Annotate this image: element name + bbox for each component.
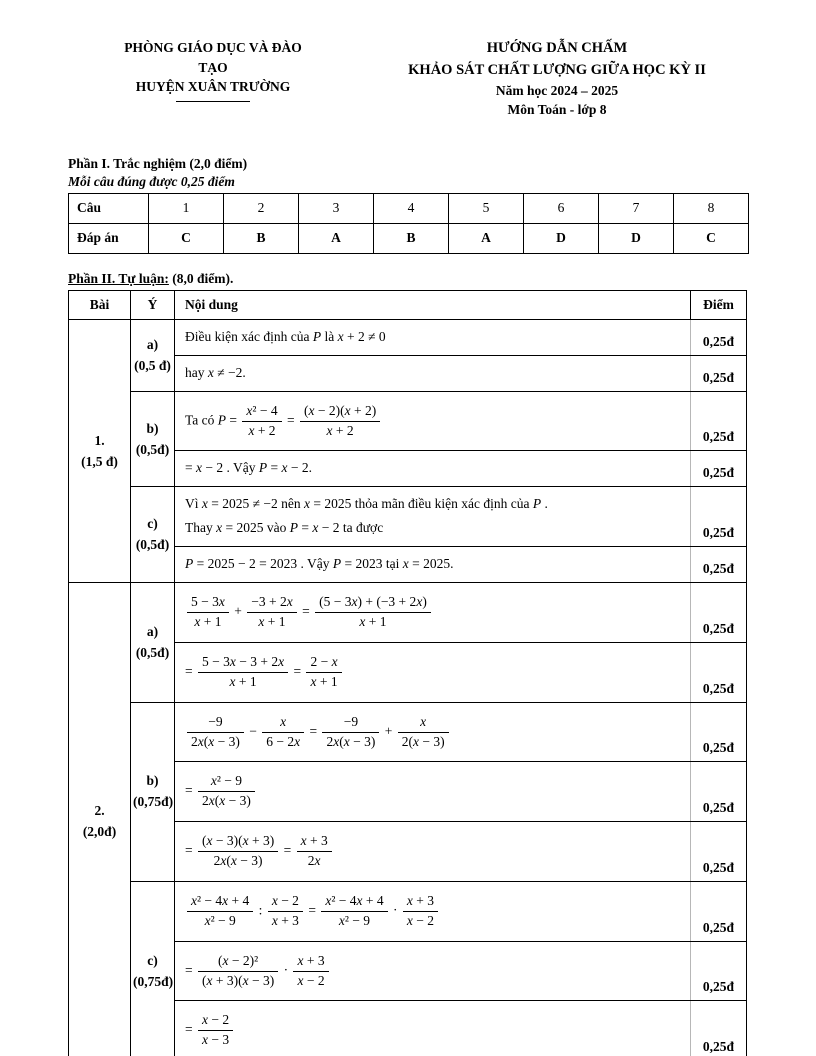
fraction-denominator: x − 2 <box>406 912 434 928</box>
fraction <box>242 403 281 440</box>
math-run: + <box>381 723 396 739</box>
fraction <box>268 893 303 930</box>
question-number: 4 <box>374 193 449 223</box>
part-points: (0,75đ) <box>133 973 174 989</box>
math-run: x = 2025 ≠ −2 <box>201 496 278 512</box>
part-label-cell <box>131 319 175 391</box>
fraction-numerator: 5 − 3x <box>187 594 229 613</box>
solution-content-cell <box>175 702 691 762</box>
fraction <box>315 594 431 631</box>
fraction <box>198 1012 233 1049</box>
math-run: P = x − 2 <box>258 460 309 476</box>
solution-content-cell <box>175 762 691 822</box>
text-run: . Vậy <box>223 460 259 476</box>
problem-number-cell <box>69 583 131 1056</box>
text-run: Điều kiện xác định của <box>185 328 313 344</box>
math-run: = <box>304 902 320 918</box>
math-run: = x − 2 <box>185 460 224 476</box>
points-cell: 0,25đ <box>691 1001 747 1056</box>
fraction <box>293 953 328 990</box>
math-run: = <box>185 663 196 679</box>
essay-row <box>69 702 747 762</box>
fraction-denominator: x + 3 <box>271 912 299 928</box>
math-run: x = 2025 <box>402 556 451 572</box>
fraction-denominator: 2x(x − 3) <box>202 793 251 809</box>
question-number: 8 <box>674 193 749 223</box>
problem-points: (1,5 đ) <box>81 453 118 469</box>
part2-title-underlined: Phần II. Tự luận: <box>68 270 169 286</box>
question-number: 6 <box>524 193 599 223</box>
essay-row <box>69 391 747 451</box>
essay-header-0: Bài <box>69 290 131 319</box>
question-number: 2 <box>224 193 299 223</box>
answer-letter: C <box>674 223 749 253</box>
math-run: = <box>290 663 305 679</box>
content-line <box>185 518 680 539</box>
essay-row <box>69 881 747 941</box>
solution-content-cell <box>175 487 691 547</box>
fraction <box>198 654 288 691</box>
part-points: (0,75đ) <box>133 794 174 810</box>
fraction <box>322 714 379 751</box>
multiple-choice-answer-table <box>68 193 749 254</box>
document-title-block <box>366 38 748 120</box>
content-line <box>185 769 680 814</box>
points-cell: 0,25đ <box>691 487 747 547</box>
content-line <box>185 829 680 874</box>
fraction-numerator: x² − 9 <box>198 773 255 792</box>
solution-content-cell <box>175 391 691 451</box>
fraction-numerator: x + 3 <box>293 953 328 972</box>
math-run: = <box>185 962 196 978</box>
part-label-cell <box>131 583 175 703</box>
points-cell: 0,25đ <box>691 762 747 822</box>
fraction <box>398 714 449 751</box>
text-run: . <box>308 460 312 476</box>
fraction-numerator: 2 − x <box>306 654 341 673</box>
fraction-numerator: (x − 2)(x + 2) <box>300 403 380 422</box>
content-line <box>185 650 680 695</box>
text-run: . <box>541 496 548 512</box>
points-cell: 0,25đ <box>691 355 747 391</box>
part-label: a) <box>146 623 159 639</box>
content-line <box>185 710 680 755</box>
fraction-numerator: x² − 4 <box>242 403 281 422</box>
fraction-numerator: x + 3 <box>297 833 332 852</box>
content-line <box>185 1008 680 1053</box>
solution-content-cell <box>175 642 691 702</box>
answer-row-label: Đáp án <box>69 223 149 253</box>
fraction-numerator: −9 <box>322 714 379 733</box>
fraction <box>187 714 244 751</box>
fraction-denominator: 6 − 2x <box>266 733 301 749</box>
part1-subtitle: Mỗi câu đúng được 0,25 điểm <box>68 173 235 189</box>
math-run: P <box>532 496 542 512</box>
part1-title: Phần I. Trắc nghiệm (2,0 điểm) <box>68 155 248 171</box>
fraction-denominator: x + 2 <box>326 422 354 438</box>
problem-number-cell <box>69 319 131 582</box>
part-points: (0,5đ) <box>135 537 170 553</box>
points-cell: 0,25đ <box>691 583 747 643</box>
fraction <box>403 893 438 930</box>
text-run: . <box>450 556 454 572</box>
fraction-denominator: 2x <box>307 853 321 869</box>
math-run: : <box>255 902 266 918</box>
solution-content-cell <box>175 319 691 355</box>
text-run: Vì <box>185 496 202 512</box>
answer-letter: D <box>599 223 674 253</box>
fraction-denominator: (x + 3)(x − 3) <box>202 972 275 988</box>
fraction-numerator: x − 2 <box>268 893 303 912</box>
school-year: Năm học 2024 – 2025 <box>495 82 619 98</box>
math-run: · <box>280 962 292 978</box>
math-run: x ≠ −2 <box>207 364 243 380</box>
department-line-3: HUYỆN XUÂN TRƯỜNG <box>135 79 291 95</box>
math-run: = <box>280 842 295 858</box>
text-run: là <box>321 328 338 344</box>
problem-number: 1. <box>94 432 105 448</box>
fraction-numerator: (x − 3)(x + 3) <box>198 833 278 852</box>
fraction-numerator: −9 <box>187 714 244 733</box>
problem-number: 2. <box>94 803 105 819</box>
essay-row <box>69 487 747 547</box>
fraction-numerator: x² − 4x + 4 <box>321 893 387 912</box>
fraction <box>300 403 380 440</box>
fraction-denominator: x² − 9 <box>338 912 371 928</box>
department-line-2: TẠO <box>198 59 228 75</box>
part-label-cell <box>131 487 175 583</box>
points-cell: 0,25đ <box>691 941 747 1001</box>
content-line <box>185 327 680 348</box>
part-points: (0,5đ) <box>135 644 170 660</box>
part2-title-rest: (8,0 điểm). <box>168 270 234 286</box>
part2-title <box>68 271 748 287</box>
essay-header-1: Ý <box>131 290 175 319</box>
math-run: P = x − 2 <box>289 520 340 536</box>
solution-content-cell <box>175 583 691 643</box>
answer-letter: A <box>449 223 524 253</box>
question-row-label: Câu <box>69 193 149 223</box>
fraction <box>262 714 304 751</box>
solution-content-cell <box>175 881 691 941</box>
math-run: = <box>298 603 314 619</box>
math-run: x + 2 ≠ 0 <box>337 328 386 344</box>
math-run: + <box>230 603 246 619</box>
math-run: = <box>185 842 196 858</box>
fraction-numerator: −3 + 2x <box>247 594 296 613</box>
content-line <box>185 494 680 515</box>
part-label-cell <box>131 881 175 1056</box>
content-line <box>185 399 680 444</box>
math-run: x = 2025 <box>216 520 264 536</box>
math-run: P = 2025 − 2 = 2023 <box>185 556 298 572</box>
question-number: 7 <box>599 193 674 223</box>
fraction-denominator: 2(x − 3) <box>401 733 445 749</box>
solution-content-cell <box>175 1001 691 1056</box>
exam-name: KHẢO SÁT CHẤT LƯỢNG GIỮA HỌC KỲ II <box>408 61 706 78</box>
fraction-denominator: x + 1 <box>229 673 257 689</box>
fraction <box>187 594 229 631</box>
fraction-denominator: 2x(x − 3) <box>191 733 240 749</box>
fraction <box>198 773 255 810</box>
essay-header-row <box>69 290 747 319</box>
essay-answer-table <box>68 290 747 1056</box>
fraction <box>247 594 296 631</box>
part-label: a) <box>146 336 159 352</box>
part-label-cell <box>131 702 175 881</box>
problem-points: (2,0đ) <box>82 824 117 840</box>
fraction <box>198 833 278 870</box>
answer-row <box>69 223 749 253</box>
content-line <box>185 554 680 575</box>
math-run: = <box>306 723 321 739</box>
text-run: . <box>242 364 246 380</box>
fraction-denominator: x² − 9 <box>204 912 236 928</box>
question-number: 5 <box>449 193 524 223</box>
fraction-numerator: x <box>262 714 304 733</box>
solution-content-cell <box>175 822 691 882</box>
answer-letter: A <box>299 223 374 253</box>
part-points: (0,5 đ) <box>134 357 171 373</box>
part-label: b) <box>146 420 159 436</box>
text-run: Ta có <box>185 412 218 428</box>
math-run: P = <box>217 412 241 428</box>
fraction-numerator: x <box>398 714 449 733</box>
fraction-numerator: (x − 2)² <box>198 953 278 972</box>
essay-row <box>69 319 747 355</box>
question-number: 1 <box>149 193 224 223</box>
points-cell: 0,25đ <box>691 319 747 355</box>
fraction-denominator: x − 2 <box>297 972 325 988</box>
department-line-1: PHÒNG GIÁO DỤC VÀ ĐÀO <box>124 40 302 55</box>
document-header <box>68 38 748 120</box>
essay-row <box>69 583 747 643</box>
text-run: ta được <box>339 520 384 536</box>
solution-content-cell <box>175 451 691 487</box>
text-run: hay <box>185 364 208 380</box>
answer-letter: B <box>224 223 299 253</box>
text-run: Thay <box>185 520 217 536</box>
fraction-denominator: x + 1 <box>194 614 222 630</box>
answer-letter: B <box>374 223 449 253</box>
fraction-numerator: x² − 4x + 4 <box>187 893 253 912</box>
fraction-numerator: 5 − 3x − 3 + 2x <box>198 654 288 673</box>
points-cell: 0,25đ <box>691 702 747 762</box>
solution-content-cell <box>175 355 691 391</box>
text-run: nên <box>277 496 305 512</box>
points-cell: 0,25đ <box>691 881 747 941</box>
answer-letter: D <box>524 223 599 253</box>
part-points: (0,5đ) <box>135 441 170 457</box>
solution-content-cell <box>175 547 691 583</box>
question-number-row <box>69 193 749 223</box>
part-label: b) <box>146 773 159 789</box>
fraction-denominator: x + 1 <box>258 614 286 630</box>
fraction-denominator: x + 2 <box>248 422 276 438</box>
fraction-numerator: x − 2 <box>198 1012 233 1031</box>
essay-header-2: Nội dung <box>175 290 691 319</box>
document-title: HƯỚNG DẪN CHẤM <box>486 40 628 56</box>
points-cell: 0,25đ <box>691 547 747 583</box>
math-run: P <box>312 328 322 344</box>
math-run: · <box>389 902 401 918</box>
fraction-denominator: x + 1 <box>359 614 387 630</box>
text-run: . Vậy <box>297 556 333 572</box>
content-line <box>185 458 680 479</box>
solution-content-cell <box>175 941 691 1001</box>
math-run: = <box>185 1021 196 1037</box>
fraction-denominator: x − 3 <box>202 1032 230 1048</box>
part-label: c) <box>147 952 158 968</box>
fraction-denominator: x + 1 <box>310 673 338 689</box>
essay-header-3: Điểm <box>691 290 747 319</box>
text-run: tại <box>382 556 403 572</box>
content-line <box>185 889 680 934</box>
fraction <box>321 893 387 930</box>
header-underline-rule <box>176 101 250 102</box>
points-cell: 0,25đ <box>691 391 747 451</box>
fraction-numerator: x + 3 <box>403 893 438 912</box>
fraction-numerator: (5 − 3x) + (−3 + 2x) <box>315 594 431 613</box>
text-run: vào <box>263 520 290 536</box>
subject-grade: Môn Toán - lớp 8 <box>507 102 607 118</box>
math-run: = <box>283 412 298 428</box>
fraction <box>306 654 341 691</box>
math-run: P = 2023 <box>332 556 383 572</box>
content-line <box>185 590 680 635</box>
answer-letter: C <box>149 223 224 253</box>
text-run: thỏa mãn điều kiện xác định của <box>351 496 533 512</box>
issuing-department-block <box>94 38 332 102</box>
fraction <box>297 833 332 870</box>
points-cell: 0,25đ <box>691 642 747 702</box>
points-cell: 0,25đ <box>691 822 747 882</box>
fraction-denominator: 2x(x − 3) <box>326 733 376 749</box>
math-run: = <box>185 782 196 798</box>
points-cell: 0,25đ <box>691 451 747 487</box>
fraction <box>187 893 253 930</box>
math-run: x = 2025 <box>304 496 352 512</box>
part-label-cell <box>131 391 175 487</box>
content-line <box>185 363 680 384</box>
part-label: c) <box>147 516 158 532</box>
fraction-denominator: 2x(x − 3) <box>213 853 263 869</box>
question-number: 3 <box>299 193 374 223</box>
content-line <box>185 949 680 994</box>
math-run: − <box>245 723 261 739</box>
fraction <box>198 953 278 990</box>
